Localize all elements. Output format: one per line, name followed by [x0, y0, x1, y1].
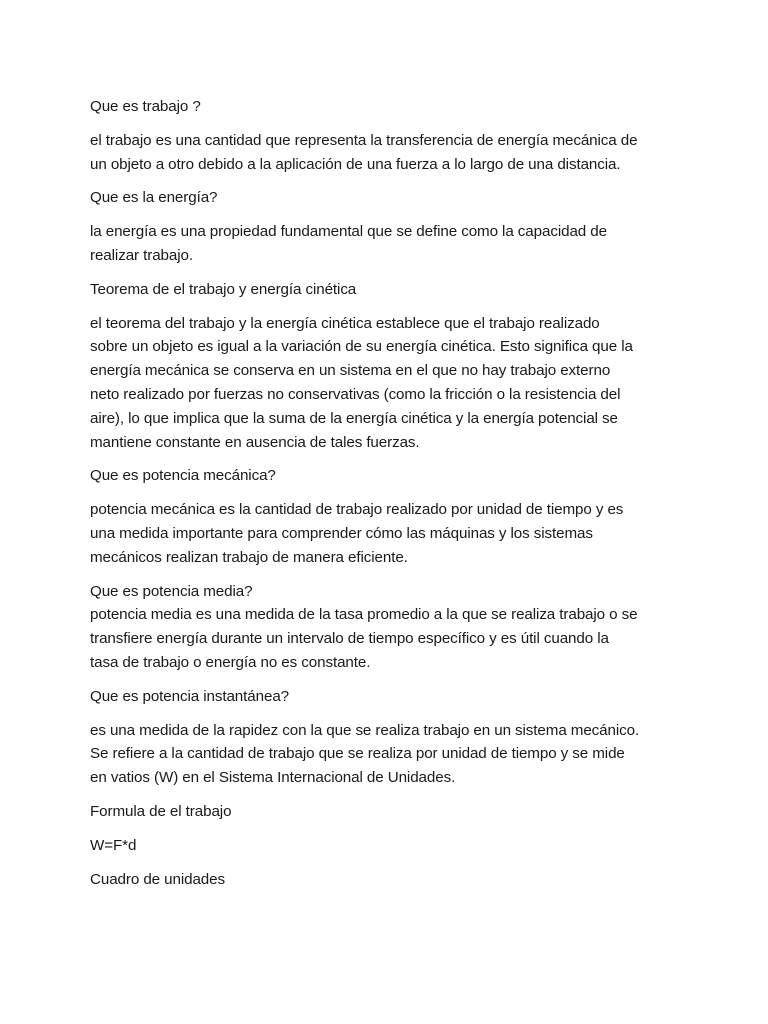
heading-formula-trabajo: Formula de el trabajo	[90, 802, 232, 820]
formula-trabajo: W=F*d	[90, 836, 137, 854]
heading-cuadro-unidades: Cuadro de unidades	[90, 870, 225, 888]
paragraph-teorema-definition: el teorema del trabajo y la energía cinética establece que el trabajo realizado sobre un objeto es igual a la variación de su energía cinética. Esto significa que la energía mecánica se conserva en un sistema en el que no hay trabajo externo neto realizado por fuerzas no conservativas (como la fricción o la resistencia del aire), lo que implica que la suma de la energía cinética y la energía potencial se mantiene constante en ausencia de tales fuerzas.	[90, 314, 633, 451]
heading-potencia-mecanica: Que es potencia mecánica?	[90, 467, 276, 485]
heading-que-es-energia: Que es la energía?	[90, 189, 218, 207]
document-page	[90, 95, 690, 901]
heading-que-es-trabajo: Que es trabajo ?	[90, 98, 201, 115]
heading-potencia-media: Que es potencia media?	[90, 582, 253, 600]
paragraph-potencia-mecanica-definition: potencia mecánica es la cantidad de trabajo realizado por unidad de tiempo y es una medida importante para comprender cómo las máquinas y los sistemas mecánicos realizan trabajo de manera eficiente.	[90, 501, 624, 566]
paragraph-trabajo-definition: el trabajo es una cantidad que representa la transferencia de energía mecánica de un objeto a otro debido a la aplicación de una fuerza a lo largo de una distancia.	[90, 131, 638, 173]
heading-teorema-trabajo-energia: Teorema de el trabajo y energía cinética	[90, 280, 357, 298]
paragraph-potencia-instantanea-definition: es una medida de la rapidez con la que se realiza trabajo en un sistema mecánico. Se refiere a la cantidad de trabajo que se realiza por unidad de tiempo y se mide en vatios (W) en el Sistema Internacional de Unidades.	[90, 721, 640, 787]
paragraph-energia-definition: la energía es una propiedad fundamental que se define como la capacidad de realizar trabajo.	[90, 223, 607, 264]
heading-potencia-instantanea: Que es potencia instantánea?	[90, 687, 290, 705]
paragraph-potencia-media-definition: potencia media es una medida de la tasa promedio a la que se realiza trabajo o se transfiere energía durante un intervalo de tiempo específico y es útil cuando la tasa de trabajo o energía no es constante.	[90, 606, 638, 671]
